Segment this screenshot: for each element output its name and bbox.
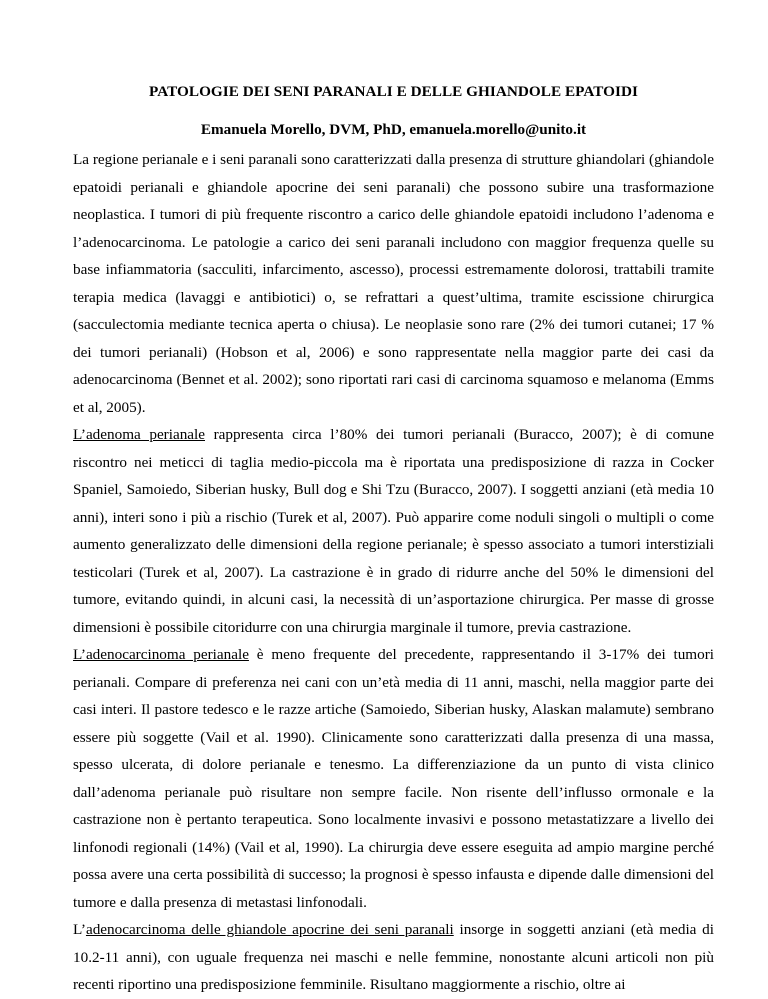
paragraph-text: rappresenta circa l’80% dei tumori perianali (Buracco, 2007); è di comune riscontro nei meticci di taglia medio-piccola ma è riportata una predisposizione di razza in Cocker Spaniel, Samoiedo, Siberian husky, Bull dog e Shi Tzu (Buracco, 2007). I soggetti anziani (età media 10 anni), interi sono i più a rischio (Turek et al, 2007). Può apparire come noduli singoli o multipli o come aumento generalizzato delle dimensioni della regione perianale; è spesso associato a tumori interstiziali testicolari (Turek et al, 2007). La castrazione è in grado di ridurre anche del 50% le dimensioni del tumore, evitando quindi, in alcuni casi, la necessità di un’asportazione chirurgica. Per masse di grosse dimensioni è possibile citoridurre con una chirurgia marginale il tumore, previa castrazione. — [73, 426, 714, 636]
author-line: Emanuela Morello, DVM, PhD, emanuela.morello@unito.it — [200, 121, 587, 138]
paragraph-intro — [73, 146, 714, 421]
section-term: L’adenocarcinoma perianale — [73, 646, 249, 663]
paragraph-prefix: L’ — [73, 921, 86, 938]
paragraph-adenocarcinoma — [73, 641, 714, 916]
paragraph-text: è meno frequente del precedente, rappresentando il 3-17% dei tumori perianali. Compare di preferenza nei cani con un’età media di 11 anni, maschi, nella maggior parte dei casi interi. Il pastore tedesco e le razze artiche (Samoiedo, Siberian husky, Alaskan malamute) sembrano essere più soggette (Vail et al. 1990). Clinicamente sono caratterizzati dalla presenza di una massa, spesso ulcerata, di dolore perianale e tenesmo. La differenziazione da un punto di vista clinico dall’adenoma perianale può risultare non sempre facile. Non risente dell’influsso ormonale e la castrazione non è pertanto terapeutica. Sono localmente invasivi e possono metastatizzare a livello dei linfonodi regionali (14%) (Vail et al, 1990). La chirurgia deve essere eseguita ad ampio margine perché possa avere una certa possibilità di successo; la prognosi è spesso infausta e dipende dalle dimensioni del tumore e dalla presenza di metastasi linfonodali. — [73, 646, 714, 911]
paragraph-apocrine — [73, 916, 714, 999]
paragraph-adenoma — [73, 421, 714, 641]
section-term: L’adenoma perianale — [73, 426, 205, 443]
paragraph-text: insorge in soggetti anziani (età media di 10.2-11 anni), con uguale frequenza nei maschi e nelle femmine, nonostante alcuni articoli non più recenti riportino una predisposizione femminile. Risultano maggiormente a rischio, oltre ai — [73, 921, 714, 993]
section-term: adenocarcinoma delle ghiandole apocrine dei seni paranali — [85, 921, 454, 938]
document-title: PATOLOGIE DEI SENI PARANALI E DELLE GHIANDOLE EPATOIDI — [149, 83, 638, 100]
paragraph-text: La regione perianale e i seni paranali sono caratterizzati dalla presenza di strutture ghiandolari (ghiandole epatoidi perianali e ghiandole apocrine dei seni paranali) che possono subire una trasformazione neoplastica. I tumori di più frequente riscontro a carico delle ghiandole epatoidi includono l’adenoma e l’adenocarcinoma. Le patologie a carico dei seni paranali includono con maggior frequenza quelle su base infiammatoria (sacculiti, infarcimento, ascesso), processi estremamente dolorosi, trattabili tramite terapia medica (lavaggi e antibiotici) o, se refrattari a quest’ultima, tramite escissione chirurgica (sacculectomia mediante tecnica aperta o chiusa). Le neoplasie sono rare (2% dei tumori cutanei; 17 % dei tumori perianali) (Hobson et al, 2006) e sono rappresentate nella maggior parte dei casi da adenocarcinoma (Bennet et al. 2002); sono riportati rari casi di carcinoma squamoso e melanoma (Emms et al, 2005). — [73, 151, 714, 416]
